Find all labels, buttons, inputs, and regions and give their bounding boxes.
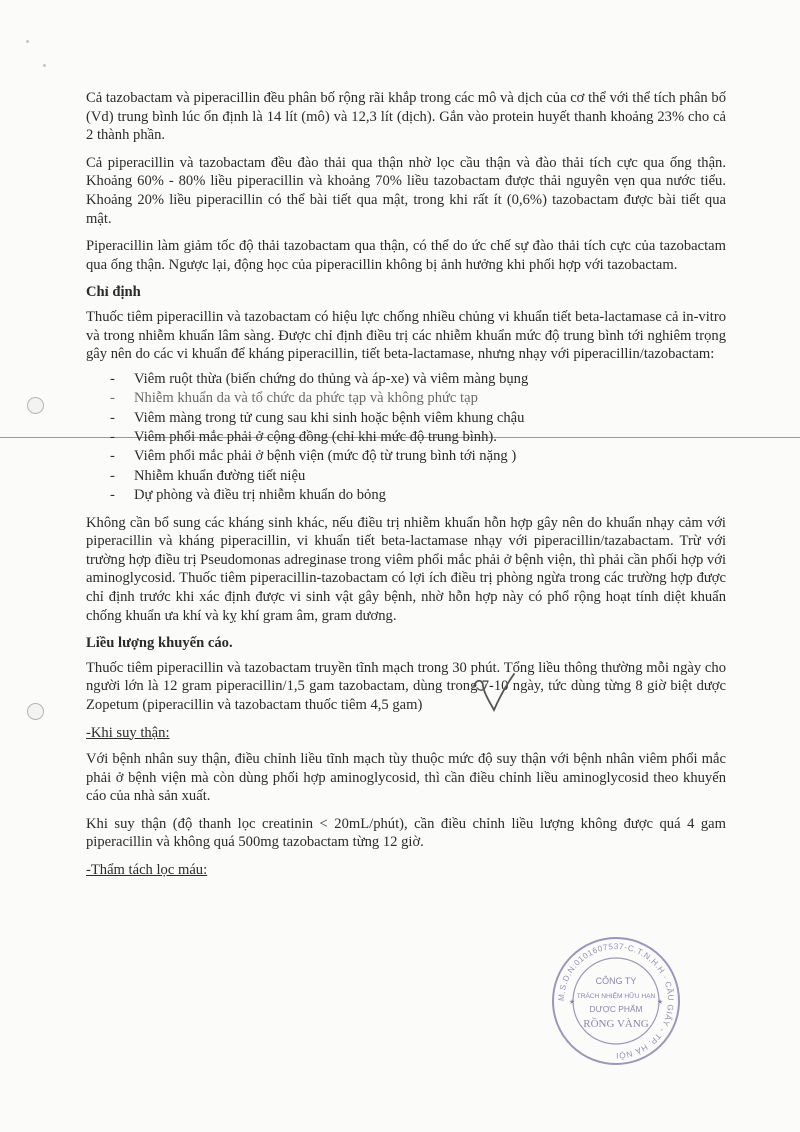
- stamp-line-3: DƯỢC PHẨM: [589, 1004, 643, 1014]
- paragraph-interaction: Piperacillin làm giảm tốc độ thải tazobactam qua thận, có thể do ức chế sự đào thải tích cực của tazobactam qua ống thận. Ngược lại, động học của piperacillin không bị ảnh hưởng khi phối hợp với tazobactam.: [86, 238, 726, 273]
- company-stamp: [550, 935, 682, 1067]
- dosage-intro: Thuốc tiêm piperacillin và tazobactam truyền tĩnh mạch trong 30 phút. Tổng liều thông thường mỗi ngày cho người lớn là 12 gram piperacillin/1,5 gam tazobactam, dùng trong 7-10 ngày, tức dùng từng 8 giờ biệt dược Zopetum (piperacillin và tazobactam thuốc tiêm 4,5 gam): [86, 659, 726, 713]
- list-item: - Dự phòng và điều trị nhiễm khuẩn do bỏng: [86, 486, 726, 505]
- stamp-line-2: TRÁCH NHIỆM HỮU HẠN: [576, 993, 656, 1000]
- indications-intro: Thuốc tiêm piperacillin và tazobactam có hiệu lực chống nhiều chủng vi khuẩn tiết beta-lactamase cả in-vitro và trong nhiễm khuẩn lâm sàng. Được chỉ định điều trị các nhiễm khuẩn mức độ trung bình tới nghiêm trọng gây nên do các vi khuẩn để kháng piperacillin, tiết beta-lactamase, nhưng nhạy với piperacillin/tazobactam:: [86, 308, 726, 363]
- star-icon: ★: [568, 998, 576, 1006]
- renal-paragraph-2: Khi suy thận (độ thanh lọc creatinin < 20mL/phút), cần điều chỉnh liều lượng không được quá 4 gam piperacillin và không quá 500mg tazobactam từng 12 giờ.: [86, 815, 726, 851]
- indications-note: Không cần bổ sung các kháng sinh khác, nếu điều trị nhiễm khuẩn hỗn hợp gây nên do khuẩn nhạy cảm với piperacillin và kháng piperacillin, vi khuẩn tiết beta-lactamase nhạy với piperacillin/tazabactam. Trừ với trường hợp điều trị Pseudomonas adreginase trong viêm phổi mắc phải ở bệnh viện, thì phải cần phối hợp với aminoglycosid. Thuốc tiêm piperacillin-tazobactam có lợi ích điều trị phòng ngừa trong các trường hợp được chỉ định trước khi xác định được vi sinh vật gây bệnh, nhờ hỗn hợp này có phổ rộng hoạt tính diệt khuẩn chống khuẩn ưa khí và kỵ khí gram âm, gram dương.: [86, 514, 726, 624]
- punch-hole: [27, 397, 44, 414]
- list-item: - Viêm phổi mắc phải ở cộng đồng (chỉ khi mức độ trung bình).: [86, 428, 726, 447]
- renal-heading: -Khi suy thận:: [86, 724, 170, 741]
- punch-hole: [27, 703, 44, 720]
- list-item: - Viêm màng trong tử cung sau khi sinh hoặc bệnh viêm khung chậu: [86, 409, 726, 428]
- list-item: - Nhiễm khuẩn da và tổ chức da phức tạp và không phức tạp: [86, 389, 726, 408]
- stamp-line-4: RỒNG VÀNG: [583, 1018, 649, 1030]
- indications-list: [86, 370, 726, 506]
- star-icon: ★: [656, 998, 664, 1006]
- dialysis-heading: -Thẩm tách lọc máu:: [86, 862, 208, 879]
- indications-heading: Chỉ định: [86, 284, 141, 301]
- renal-paragraph-1: Với bệnh nhân suy thận, điều chỉnh liều tĩnh mạch tùy thuộc mức độ suy thận với bệnh nhân viêm phổi mắc phải ở bệnh viện mà còn dùng phối hợp aminoglycosid, thì cần điều chỉnh liều aminoglycosid theo khuyến cáo của nhà sản xuất.: [86, 751, 726, 805]
- document-body: [86, 89, 726, 888]
- list-item: - Viêm phổi mắc phải ở bệnh viện (mức độ từ trung bình tới nặng ): [86, 447, 726, 466]
- paper-speck: [26, 40, 29, 43]
- signature-mark: [470, 672, 518, 714]
- list-item: - Nhiễm khuẩn đường tiết niệu: [86, 467, 726, 486]
- dosage-heading: Liều lượng khuyến cáo.: [86, 635, 233, 652]
- paragraph-distribution: Cả tazobactam và piperacillin đều phân bố rộng rãi khắp trong các mô và dịch của cơ thể với thể tích phân bố (Vd) trung bình lúc ổn định là 14 lít (mô) và 12,3 lít (dịch). Gắn vào protein huyết thanh khoảng 23% cho cả 2 thành phần.: [86, 90, 726, 144]
- paper-speck: [43, 64, 46, 67]
- stamp-line-1: CÔNG TY: [595, 976, 637, 986]
- stamp-ring-text: M.S.D.N:0101607537-C.T.N.H.H · CẦU GIẤY - TP. HÀ NỘI: [556, 941, 676, 1061]
- paragraph-elimination: Cả piperacillin và tazobactam đều đào thải qua thận nhờ lọc cầu thận và đào thải tích cực qua ống thận. Khoảng 60% - 80% liều piperacillin và khoảng 70% liều tazobactam được thải nguyên vẹn qua nước tiểu. Khoảng 20% liều piperacillin có thể bài tiết qua mật, trong khi rất ít (0,6%) tazobactam được bài tiết qua mật.: [86, 154, 726, 227]
- list-item: - Viêm ruột thừa (biến chứng do thủng và áp-xe) và viêm màng bụng: [86, 370, 726, 389]
